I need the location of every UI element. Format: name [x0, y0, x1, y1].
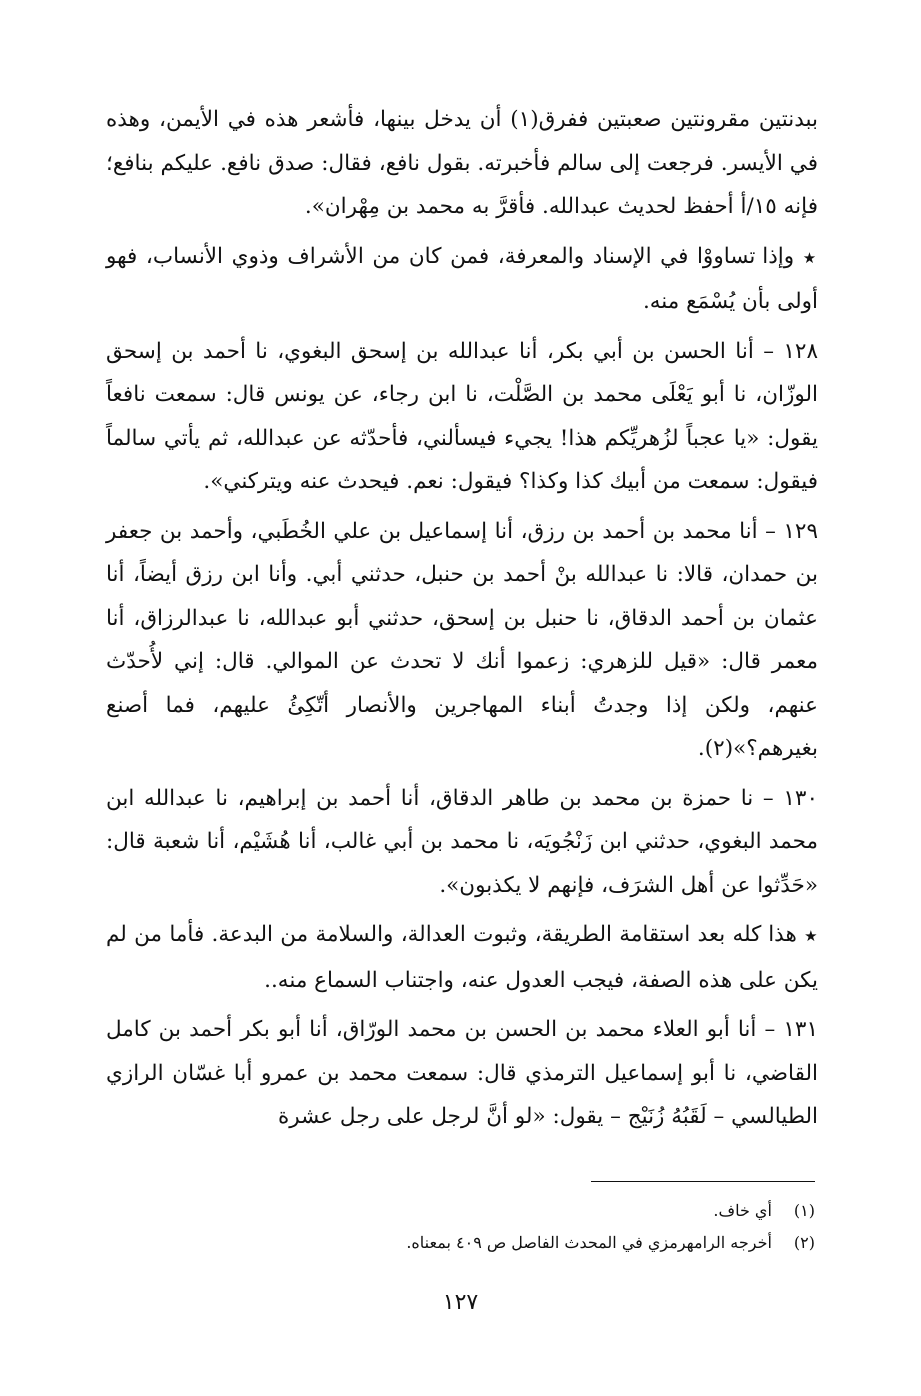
footnotes	[103, 1195, 815, 1259]
paragraph-text: هذا كله بعد استقامة الطريقة، وثبوت العدالة، والسلامة من البدعة. فأما من لم يكن على هذه الصفة، فيجب العدول عنه، واجتناب السماع منه..	[106, 922, 818, 993]
footnote-2	[103, 1227, 815, 1259]
page-number: ١٢٧	[442, 1290, 479, 1315]
footnote-1	[103, 1195, 815, 1227]
paragraph-continuation	[106, 98, 818, 229]
star-marker: ★	[804, 927, 818, 945]
main-text	[106, 98, 818, 1145]
star-marker: ★	[802, 248, 818, 267]
paragraph-text: ببدنتين مقرونتين صعبتين ففرق(١) أن يدخل بينها، فأشعر هذه في الأيمن، وهذه في الأيسر. فرجعت إلى سالم فأخبرته. بقول نافع، فقال: صدق نافع. عليكم بنافع؛ فإنه ١٥/أ أحفظ لحديث عبدالله. فأقرَّ به محمد بن مِهْران».	[106, 107, 819, 219]
paragraph-hadith-128	[106, 330, 818, 504]
footnote-text: أي خاف.	[713, 1201, 772, 1220]
paragraph-hadith-129	[106, 510, 818, 771]
paragraph-text: ١٣٠ – نا حمزة بن محمد بن طاهر الدقاق، أنا أحمد بن إبراهيم، نا عبدالله ابن محمد البغوي، حدثني ابن زَنْجُويَه، نا محمد بن أبي غالب، أنا هُشَيْم، أنا شعبة قال: «حَدِّثوا عن أهل الشرَف، فإنهم لا يكذبون».	[106, 785, 818, 898]
footnote-number: (١)	[793, 1201, 815, 1220]
paragraph-text: ١٢٨ – أنا الحسن بن أبي بكر، أنا عبدالله بن إسحق البغوي، نا أحمد بن إسحق الوزّان، نا أبو يَعْلَى محمد بن الصَّلْت، نا ابن رجاء، عن يونس قال: سمعت نافعاً يقول: «يا عجباً لزُهريِّكم هذا! يجيء فيسألني، فأحدّثه عن عبدالله، ثم يأتي سالماً فيقول: سمعت من أبيك كذا وكذا؟ فيقول: نعم. فيحدث عنه ويتركني».	[106, 338, 819, 494]
footnote-divider	[591, 1181, 815, 1182]
footnote-number: (٢)	[793, 1233, 815, 1252]
paragraph-text: ١٢٩ – أنا محمد بن أحمد بن رزق، أنا إسماعيل بن علي الخُطَبي، وأحمد بن جعفر بن حمدان، قالا: نا عبدالله بنْ أحمد بن حنبل، حدثني أبي. وأنا ابن رزق أيضاً، أنا عثمان بن أحمد الدقاق، نا حنبل بن إسحق، حدثني أبو عبدالله، نا عبدالرزاق، أنا معمر قال: «قيل للزهري: زعموا أنك لا تحدث عن الموالي. قال: إني لأُحدّث عنهم، ولكن إذا وجدتُ أبناء المهاجرين والأنصار أتّكِئُ عليهم، فما أصنع بغيرهم؟»(٢).	[106, 518, 818, 761]
paragraph-text: وإذا تساووْا في الإسناد والمعرفة، فمن كان من الأشراف وذوي الأنساب، فهو أولى بأن يُسْمَع منه.	[106, 243, 818, 314]
footnote-text: أخرجه الرامهرمزي في المحدث الفاصل ص ٤٠٩ بمعناه.	[406, 1233, 772, 1252]
paragraph-hadith-131	[106, 1008, 818, 1139]
paragraph-hadith-130	[106, 777, 818, 908]
paragraph-star-note	[106, 235, 818, 324]
paragraph-star-note	[106, 913, 818, 1002]
paragraph-text: ١٣١ – أنا أبو العلاء محمد بن الحسن بن محمد الورّاق، أنا أبو بكر أحمد بن كامل القاضي، نا أبو إسماعيل الترمذي قال: سمعت محمد بن عمرو أبا غسّان الرازي الطيالسي – لَقَبُهُ زُنَيْج – يقول: «لو أنَّ لرجل على رجل عشرة	[106, 1017, 818, 1129]
